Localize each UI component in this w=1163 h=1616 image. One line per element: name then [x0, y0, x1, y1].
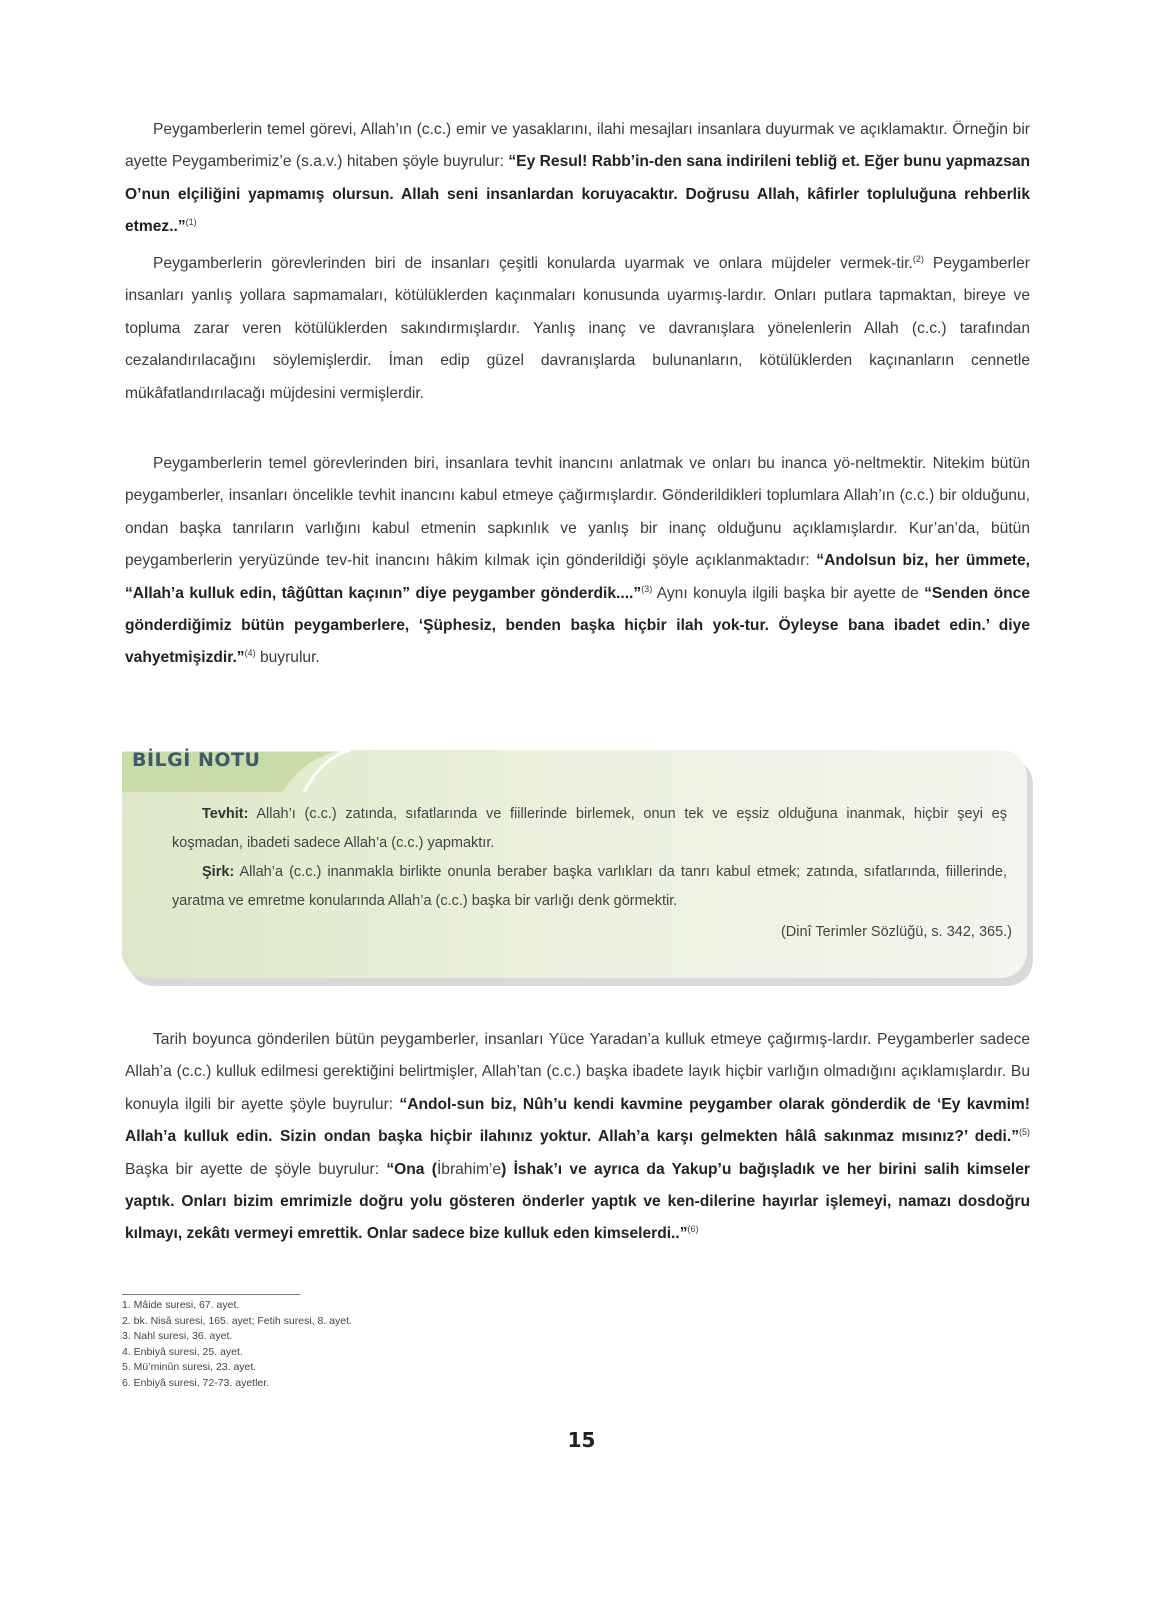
footnote-item: 5. Mü’minûn suresi, 23. ayet. [122, 1361, 257, 1373]
footnote-ref: (3) [641, 583, 653, 594]
footnote-ref: (2) [912, 254, 924, 264]
verse-quote: “Ey Resul! Rabb’in-den sana indirileni tebliğ et. Eğer bunu yapmazsan O’nun elçiliğini yapmamış olursun. Allah seni insanlardan koruyacaktır. Doğrusu Allah, kâfirler topluluğuna rehberlik etmez..” [125, 153, 1030, 236]
paragraph-text: Aynı konuyla ilgili başka bir ayette de [652, 584, 925, 602]
verse-quote: ) İshak’ı ve ayrıca da Yakup’u bağışladık ve her birini salih kimseler yaptık. Onları bizim emrimizle doğru yolu gösteren önderler yaptık ve ken-dilerine hayırlar işlemeyi, namazı dosdoğru kılmayı, zekâtı vermeyi emrettik. Onlar sadece bize kulluk eden kimselerdi..” [125, 1160, 1030, 1243]
footnote-item: 2. bk. Nisâ suresi, 165. ayet; Fetih suresi, 8. ayet. [122, 1314, 352, 1327]
info-note-panel [122, 750, 1027, 978]
paragraph-text: buyrulur. [255, 649, 320, 667]
paragraph-4 [125, 1024, 1030, 1251]
footnotes [122, 1298, 352, 1391]
verse-quote: “Ona ( [386, 1160, 437, 1178]
paragraph-text: Tarih boyunca gönderilen bütün peygamberler, insanları Yüce Yaradan’a kulluk etmeye çağırmış-lardır. Peygamberler sadece Allah’a (c.c.) kulluk edilmesi gerektiğini belirtmişler, Allah’tan (c.c.) başka ibadete layık hiçbir varlığın olmadığını açıklamışlardır. Bu konuyla ilgili bir ayette şöyle buyrulur: [125, 1031, 1030, 1113]
paragraph-3 [125, 448, 1030, 675]
definition-tevhit-text: Allah’ı (c.c.) zatında, sıfatlarında ve fiillerinde birlemek, onun tek ve eşsiz olduğuna inanmak, hiçbir şeyi eş koşmadan, ibadeti sadece Allah’a (c.c.) yapmaktır. [172, 806, 1007, 851]
paragraph-text: Peygamberlerin temel görevi, Allah’ın (c.c.) emir ve yasaklarını, ilahi mesajları insanlara duyurmak ve açıklamaktır. Örneğin bir ayette Peygamberimiz’e (s.a.v.) hitaben şöyle buyrulur: [125, 121, 1030, 171]
footnote-item: 3. Nahl suresi, 36. ayet. [122, 1330, 233, 1342]
info-note-box [122, 750, 1034, 990]
definition-sirk [172, 858, 1007, 916]
footnote-divider [122, 1294, 300, 1295]
paragraph-text: Başka bir ayette de şöyle buyrulur: [125, 1160, 387, 1178]
verse-quote: “Senden önce gönderdiğimiz bütün peygamberlere, ‘Şüphesiz, benden başka hiçbir ilah yok-tur. Öyleyse bana ibadet edin.’ diye vahyetmişizdir.” [125, 584, 1030, 667]
paragraph-2 [125, 248, 1030, 410]
paragraph-text: Peygamberler insanları yanlış yollara sapmamaları, kötülüklerden kaçınmaları konusunda uyarmış-lardır. Onları putlara tapmaktan, bireye ve topluma zarar veren kötülüklerden sakındırmışlardır. Yanlış inanç ve davranışlara yönelenlerin Allah (c.c.) tarafından cezalandırılacağını söylemişlerdir. İman edip güzel davranışlarda bulunanların, kötülüklerden kaçınanların cennetle mükâfatlandırılacağı müjdesini vermişlerdir. [125, 255, 1031, 402]
verse-quote: “Andolsun biz, her ümmete, “Allah’a kulluk edin, tâğûttan kaçının” diye peygamber gönderdik....” [125, 552, 1030, 602]
footnote-item: 4. Enbiyâ suresi, 25. ayet. [122, 1345, 243, 1358]
term-tevhit: Tevhit: [202, 806, 249, 822]
page-number: 15 [567, 1428, 596, 1452]
footnote-ref: (5) [1019, 1127, 1030, 1138]
footnote-item: 1. Mâide suresi, 67. ayet. [122, 1299, 240, 1311]
paragraph-text: Peygamberlerin görevlerinden biri de insanları çeşitli konularda uyarmak ve onlara müjdeler vermek-tir. [153, 255, 913, 272]
info-note-source: (Dinî Terimler Sözlüğü, s. 342, 365.) [780, 924, 1012, 940]
definition-tevhit [172, 800, 1007, 858]
footnote-item: 6. Enbiyâ suresi, 72-73. ayetler. [122, 1376, 270, 1389]
info-note-title: BİLGİ NOTU [132, 749, 261, 771]
definition-sirk-text: Allah’a (c.c.) inanmakla birlikte onunla beraber başka varlıkları da tanrı kabul etmek; zatında, sıfatlarında, fiillerinde, yaratma ve emretme konularında Allah’a (c.c.) başka bir varlığı denk görmektir. [172, 864, 1007, 909]
paragraph-text: Peygamberlerin temel görevlerinden biri, insanlara tevhit inancını anlatmak ve onları bu inanca yö-neltmektir. Nitekim bütün peygamberler, insanları öncelikle tevhit inancını kabul etmeye çağırmışlardır. Gönderildikleri toplumlara Allah’ın (c.c.) bir olduğunu, ondan başka tanrıların varlığını kabul etmenin sapkınlık ve yanlış bir inanç olduğunu açıklamışlardır. Kur’an’da, bütün peygamberlerin yeryüzünde tev-hit inancını hâkim kılmak için gönderildiği şöyle açıklanmaktadır: [125, 455, 1030, 570]
verse-quote: “Andol-sun biz, Nûh’u kendi kavmine peygamber olarak gönderdik de ‘Ey kavmim! Allah’a kulluk edin. Sizin ondan başka hiçbir ilahınız yoktur. Allah’a karşı gelmekten hâlâ sakınmaz mısınız?’ dedi.” [125, 1095, 1030, 1146]
paragraph-1 [125, 114, 1030, 244]
paragraph-text: İbrahim’e [436, 1160, 502, 1178]
footnote-ref: (1) [185, 217, 197, 228]
footnote-ref: (4) [244, 648, 256, 659]
term-sirk: Şirk: [202, 864, 235, 880]
footnote-ref: (6) [687, 1224, 699, 1235]
